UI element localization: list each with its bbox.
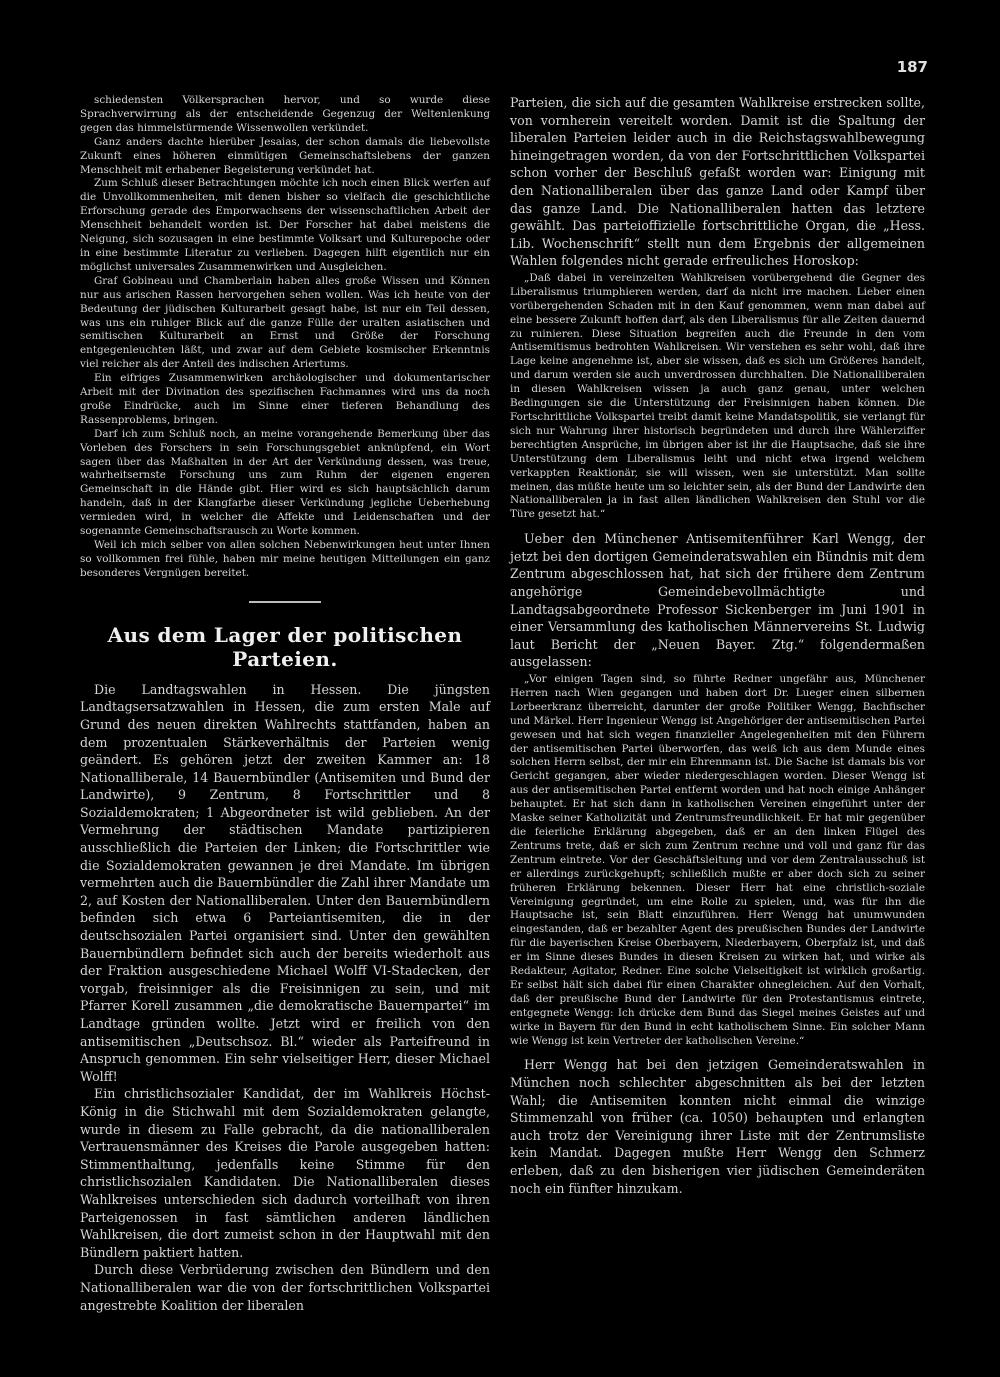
quotation-block (510, 272, 925, 522)
essay-conclusion (80, 94, 490, 581)
paragraph: Ein christlichsozialer Kandidat, der im Wahlkreis Höchst-König in die Stichwahl mit dem Sozialdemokraten gelangte, wurde in diesem zu Falle gebracht, da die nationalliberalen Vertrauensmänner des Kreises die Parole ausgegeben hatten: Stimmenthaltung, jedenfalls keine Stimme für den christlichsozialen Kandidaten. Die Nationalliberalen dieses Wahlkreises unterschieden sich dadurch vorteilhaft von ihren Parteigenossen in fast sämtlichen anderen ländlichen Wahlkreisen, die dort zumeist schon in der Hauptwahl mit den Bündlern paktiert hatten. (80, 1086, 490, 1260)
section-divider (249, 601, 321, 603)
paragraph: Durch diese Verbrüderung zwischen den Bündlern und den Nationalliberalen war die von der fortschrittlichen Volkspartei angestrebte Koalition der liberalen (80, 1262, 490, 1313)
quotation-block (510, 673, 925, 1048)
page-number: 187 (896, 58, 928, 76)
paragraph: Herr Wengg hat bei den jetzigen Gemeinderatswahlen in München noch schlechter abgeschnitten als bei der letzten Wahl; die Antisemiten konnten nicht einmal die winzige Stimmenzahl von früher (ca. 1050) behaupten und erlangten auch trotz der Vereinigung ihrer Liste mit der Zentrumsliste kein Mandat. Dagegen mußte Herr Wengg den Schmerz erleben, daß zu den bisherigen vier jüdischen Gemeinderäten noch ein fünfter hinzukam. (510, 1057, 925, 1196)
paragraph: schiedensten Völkersprachen hervor, und so wurde diese Sprachverwirrung als der entscheidende Gegenzug der Weltenlenkung gegen das himmelstürmende Wissenwollen verkündet. (80, 94, 490, 134)
paragraph: Ganz anders dachte hierüber Jesaias, der schon damals die liebevollste Zukunft eines höheren einmütigen Gemeinschaftslebens der ganzen Menschheit mit erhabener Begeisterung verkündet hat. (80, 135, 490, 176)
politics-section (80, 681, 490, 1314)
right-column (510, 94, 925, 1197)
quoted-paragraph: „Daß dabei in vereinzelten Wahlkreisen vorübergehend die Gegner des Liberalismus triumphieren werden, darf da nicht irre machen. Lieber einen vorübergehenden Schaden mit in den Kauf genommen, wenn man dabei auf eine bessere Zukunft hoffen darf, als den Liberalismus für alle Zeiten dauernd zu ruinieren. Diese Situation begreifen auch die Freunde in den vom Antisemitismus bedrohten Wahlkreisen. Wir verstehen es sehr wohl, daß ihre Lage keine angenehme ist, aber sie wissen, daß es sich um Größeres handelt, und darum werden sie auch unverdrossen durchhalten. Die Nationalliberalen in diesen Wahlkreisen wissen ja auch ganz genau, unter welchen Bedingungen sie die Unterstützung der Freisinnigen haben können. Die Fortschrittliche Volkspartei treibt damit keine Mandatspolitik, sie verlangt für sich nur Wahrung ihrer historisch begründeten und durch ihre Wählerziffer berechtigten Ansprüche, im übrigen aber ist ihr die Hauptsache, daß sie ihre Unterstützung dem Liberalismus leiht und nicht etwa irgend welchem verkappten Reaktionär, sie will wissen, wen sie unterstützt. Man sollte meinen, das müßte heute um so leichter sein, als der Bund der Landwirte den Nationalliberalen ja in fast allen ländlichen Wahlkreisen den Stuhl vor die Türe gesetzt hat.“ (510, 271, 925, 521)
paragraph: Ueber den Münchener Antisemitenführer Karl Wengg, der jetzt bei den dortigen Gemeinderatswahlen ein Bündnis mit dem Zentrum abgeschlossen hat, hat sich der frühere dem Zentrum angehörige Gemeindebevollmächtigte und Landtagsabgeordnete Professor Sickenberger im Juni 1901 in einer Versammlung des katholischen Männervereins St. Ludwig laut Bericht der „Neuen Bayer. Ztg.“ folgendermaßen ausgelassen: (510, 531, 925, 670)
paragraph: Die Landtagswahlen in Hessen. Die jüngsten Landtagsersatzwahlen in Hessen, die zum ersten Male auf Grund des neuen direkten Wahlrechts stattfanden, haben an dem prozentualen Stärkeverhältnis der Parteien wenig geändert. Es gehören jetzt der zweiten Kammer an: 18 Nationalliberale, 14 Bauernbündler (Antisemiten und Bund der Landwirte), 9 Zentrum, 8 Fortschrittler und 8 Sozialdemokraten; 1 Abgeordneter ist wild geblieben. An der Vermehrung der städtischen Mandate partizipieren ausschließlich die Parteien der Linken; die Fortschrittler wie die Sozialdemokraten gewannen je drei Mandate. Im übrigen vermehrten auch die Bauernbündler die Zahl ihrer Mandate um 2, auf Kosten der Nationalliberalen. Unter den Bauernbündlern befinden sich etwa 6 Parteiantisemiten, die in der deutschsozialen Partei organisiert sind. Unter den gewählten Bauernbündlern befindet sich auch der bereits wiederholt aus der Fraktion ausgeschiedene Michael Wolff VI-Stadecken, der vorgab, freisinniger als die Freisinnigen zu sein, und mit Pfarrer Korell zusammen „die demokratische Bauernpartei“ im Landtage gründen wollte. Jetzt wird er freilich von den antisemitischen „Deutschsoz. Bl.“ wieder als Parteifreund in Anspruch genommen. Ein sehr vielseitiger Herr, dieser Michael Wolff! (80, 681, 490, 1084)
paragraph: Graf Gobineau und Chamberlain haben alles große Wissen und Können nur aus arischen Rassen hervorgehen sehen wollen. Was ich heute von der Bedeutung der jüdischen Kulturarbeit gesagt habe, ist nur ein Teil dessen, was uns ein ruhiger Blick auf die ganze Fülle der uralten asiatischen und semitischen Kulturarbeit an Ernst und Größe der Forschung entgegenleuchten läßt, und zwar auf dem Gebiete kosmischer Erkenntnis viel reicher als der Anteil des indischen Ariertums. (80, 274, 490, 371)
continued-text (510, 94, 925, 270)
quoted-paragraph: „Vor einigen Tagen sind, so führte Redner ungefähr aus, Münchener Herren nach Wien gegangen und haben dort Dr. Lueger einen silbernen Lorbeerkranz überreicht, darunter der große Politiker Wengg, Bachfischer und Märkel. Herr Ingenieur Wengg ist Angehöriger der antisemitischen Partei gewesen und hat sich wegen finanzieller Angelegenheiten mit den Führern der antisemitischen Partei überworfen, das weiß ich aus dem Munde eines solchen Herrn selbst, der mir ein Ehrenmann ist. Die Sache ist damals bis vor Gericht gegangen, aber wieder niedergeschlagen worden. Dieser Wengg ist aus der antisemitischen Partei entfernt worden und hat noch einige Anhänger behauptet. Er hat sich dann in katholischen Vereinen eingeführt unter der Maske seiner Katholizität und Zentrumsfreundlichkeit. Er hat mir gegenüber die feierliche Erklärung abgegeben, daß er an den linken Flügel des Zentrums trete, daß er sich zum Zentrum rechne und voll und ganz für das Zentrum eintrete. Vor der Geschäftsleitung und vor dem Zentralausschuß ist er allerdings zurückgehupft; schließlich mußte er aber doch sich zu seiner früheren Erklärung bekennen. Dieser Herr hat eine christlich-soziale Vereinigung gegründet, um eine Rolle zu spielen, und, was für ihn die Hauptsache ist, sein Blatt einzuführen. Herr Wengg hat unumwunden eingestanden, daß er bezahlter Agent des preußischen Bundes der Landwirte für die bayerischen Kreise Oberbayern, Niederbayern, Oberpfalz ist, und daß er im Sinne dieses Bundes in diesen Kreisen zu wirken hat, und wirke als Redakteur, Agitator, Redner. Eine solche Vielseitigkeit ist wirklich großartig. Er selbst hält sich dabei für einen Charakter ohnegleichen. Auf den Vorhalt, daß der preußische Bund der Landwirte für den Protestantismus eintrete, entgegnete Wengg: Ich drücke dem Bund das Siegel meines Geistes auf und wirke in Bayern für den Bund in echt katholischem Sinne. Ein solcher Mann wie Wengg ist kein Vertreter der katholischen Vereine.“ (510, 673, 925, 1047)
paragraph: Parteien, die sich auf die gesamten Wahlkreise erstrecken sollte, von vornherein vereitelt worden. Damit ist die Spaltung der liberalen Parteien leider auch in die Reichstagswahlbewegung hineingetragen worden, da von der Fortschrittlichen Volkspartei schon vorher der Beschluß gefaßt worden war: Einigung mit den Nationalliberalen über das ganze Land oder Kampf über das ganze Land. Die Nationalliberalen hatten das letztere gewählt. Das parteioffizielle fortschrittliche Organ, die „Hess. Lib. Wochenschrift“ stellt nun dem Ergebnis der allgemeinen Wahlen folgendes nicht gerade erfreuliches Horoskop: (510, 95, 925, 269)
wengg-conclusion (510, 1056, 925, 1197)
paragraph: Darf ich zum Schluß noch, an meine vorangehende Bemerkung über das Vorleben des Forschers in sein Forschungsgebiet anknüpfend, ein Wort sagen über das Maßhalten in der Art der Verkündung dessen, was treue, wahrheitsernste Forschung uns zum Ruhm der eigenen engeren Gemeinschaft in die Hände gibt. Hier wird es sich hauptsächlich darum handeln, daß in der Klangfarbe dieser Verkündung jegliche Ueberhebung vermieden wird, in welcher die Affekte und Leidenschaften und der sogenannte Gemeinschaftsrausch zu Worte kommen. (80, 427, 490, 538)
paragraph: Zum Schluß dieser Betrachtungen möchte ich noch einen Blick werfen auf die Unvollkommenheiten, mit denen bisher so vielfach die geschichtliche Erforschung gerade des Emporwachsens der wissenschaftlichen Arbeit der Menschheit behandelt worden ist. Der Forscher hat dabei meistens die Neigung, sich sozusagen in eine bestimmte Volksart und Kulturepoche oder in eine bestimmte Literatur zu verlieben. Dagegen hilft eigentlich nur ein möglichst universales Zusammenwirken und Ausgleichen. (80, 177, 490, 273)
left-column (80, 94, 490, 1314)
wengg-intro (510, 530, 925, 671)
section-heading: Aus dem Lager der politischen Parteien. (107, 622, 463, 671)
paragraph: Weil ich mich selber von allen solchen Nebenwirkungen heut unter Ihnen so vollkommen frei fühle, haben mir meine heutigen Mitteilungen ein ganz besonderes Vergnügen bereitet. (80, 539, 490, 579)
paragraph: Ein eifriges Zusammenwirken archäologischer und dokumentarischer Arbeit mit der Divination des spezifischen Fachmannes wird uns da noch große Eindrücke, auch im Sinne einer tieferen Behandlung des Rassenproblems, bringen. (80, 372, 490, 426)
